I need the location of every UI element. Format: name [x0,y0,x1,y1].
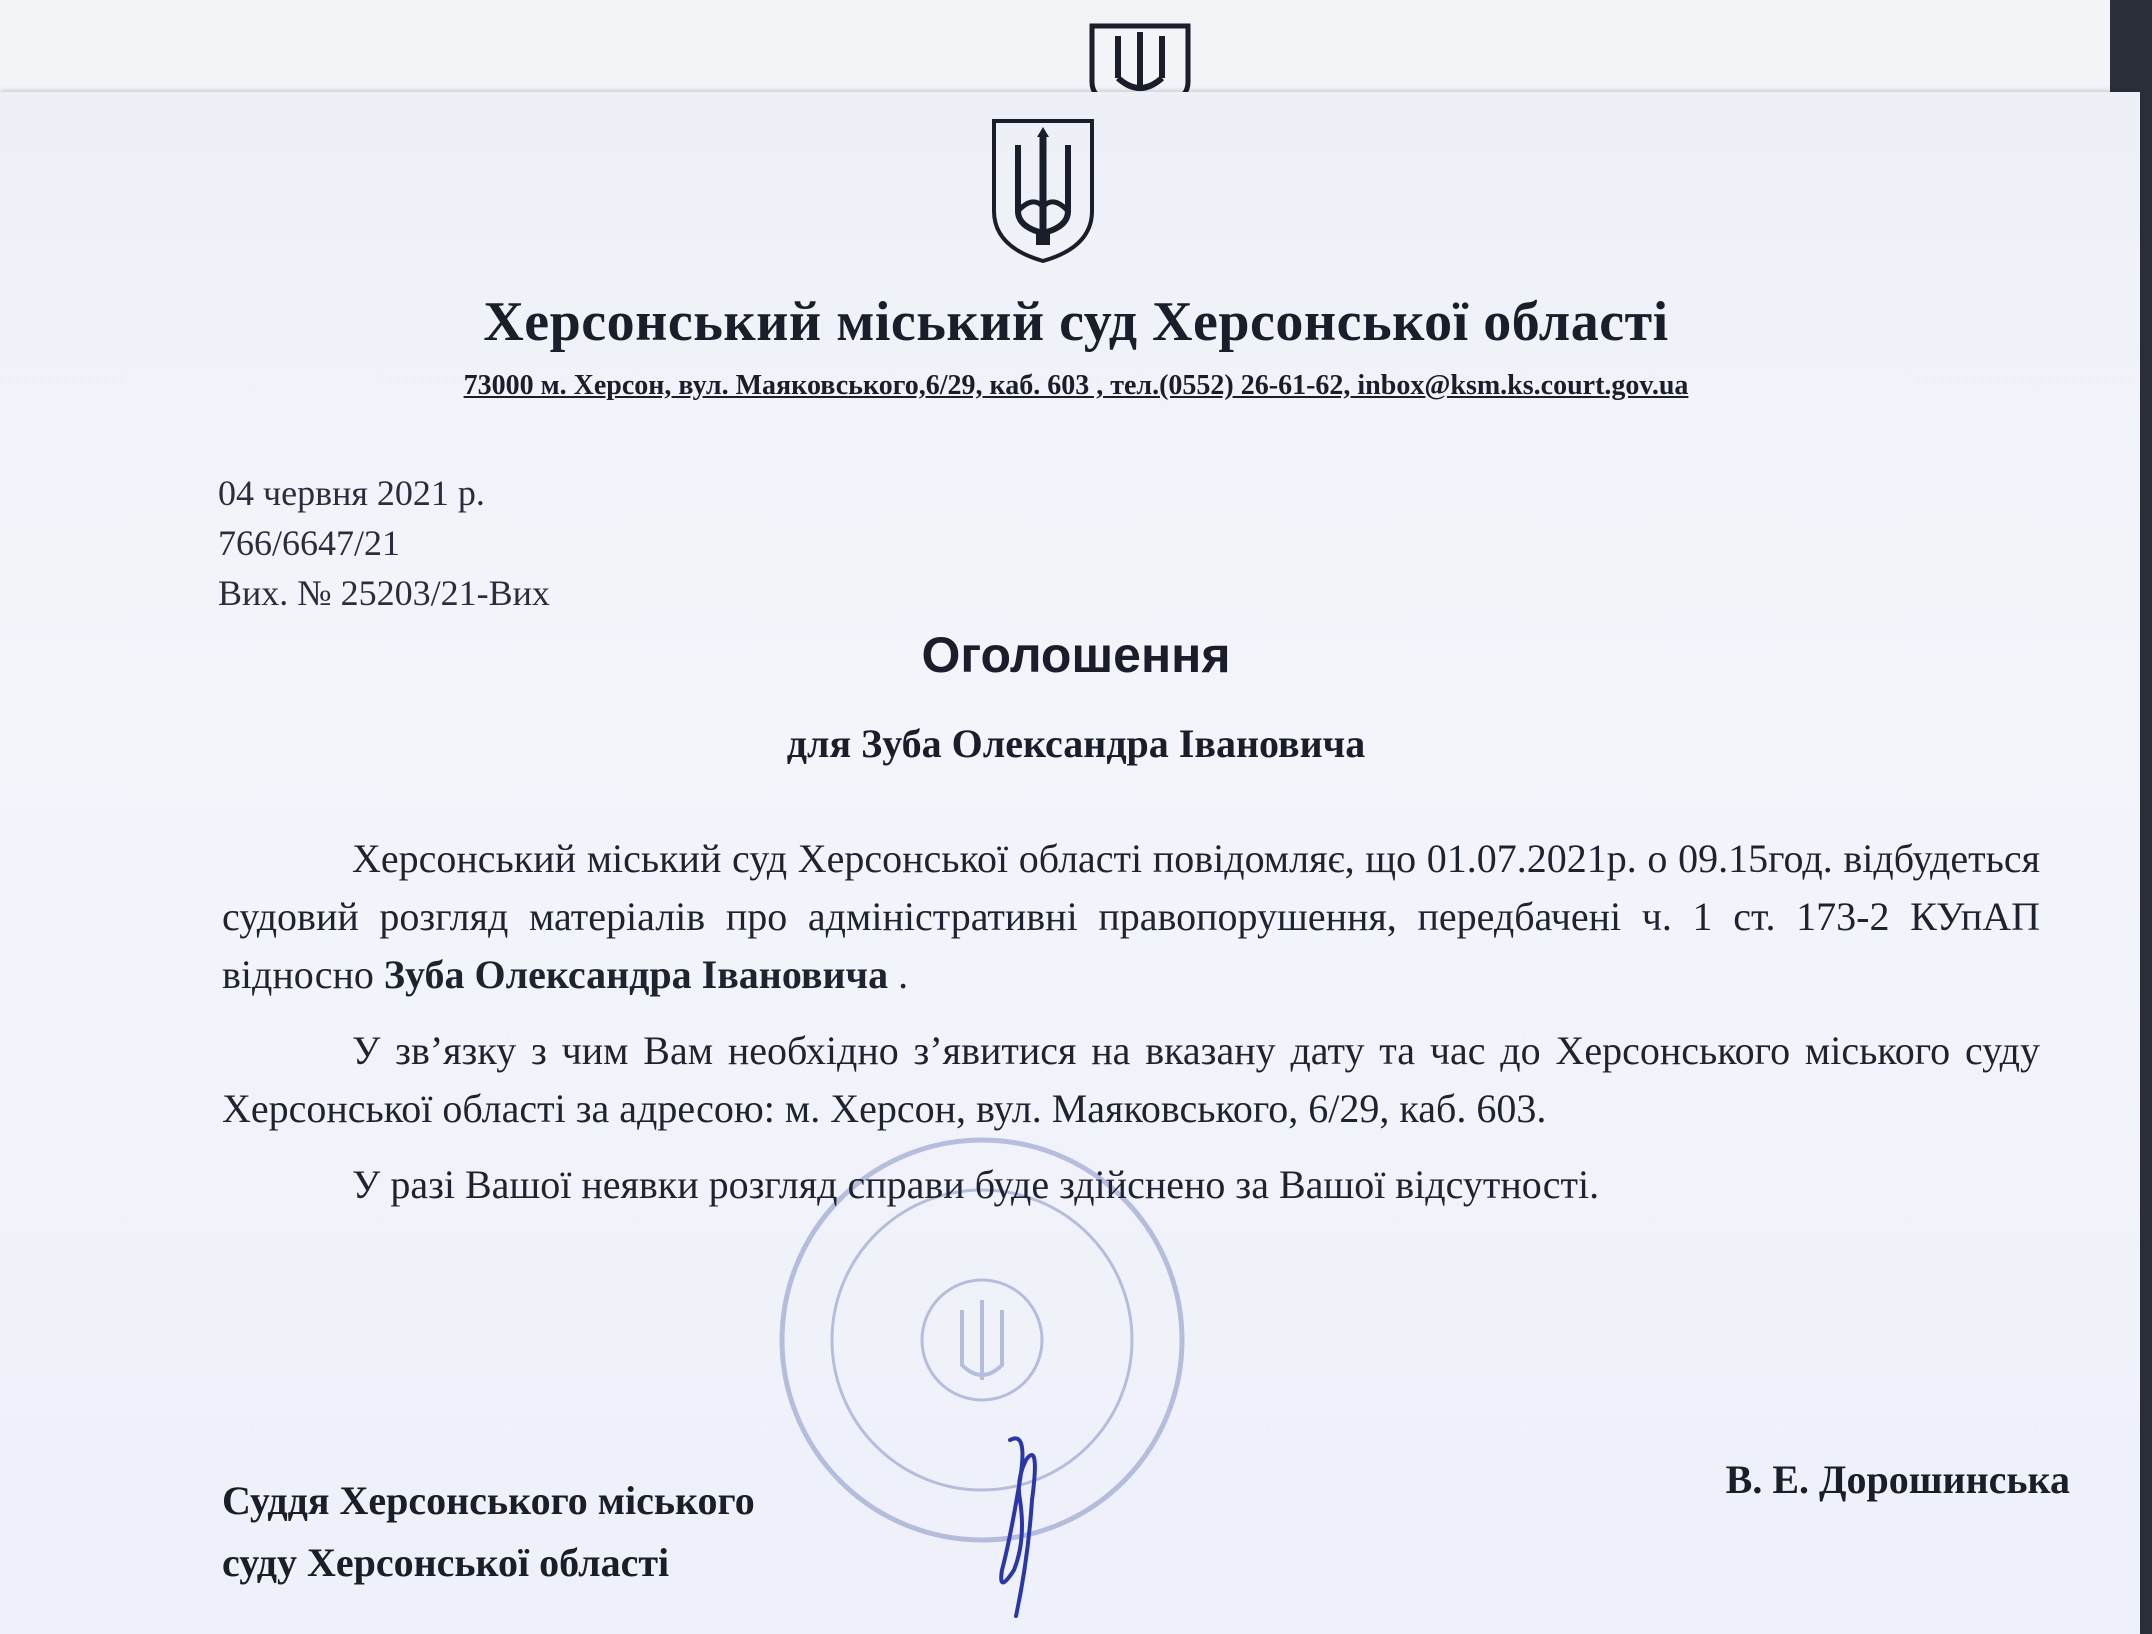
document-meta [218,468,550,618]
document-date: 04 червня 2021 р. [218,473,485,513]
case-number: 766/6647/21 [218,523,401,563]
paragraph-absence: У разі Вашої неявки розгляд справи буде здійснено за Вашої відсутності. [352,1162,1600,1207]
notice-body [222,830,2040,1232]
coat-of-arms-icon [988,115,1098,265]
judge-name: В. Е. Дорошинська [1725,1457,2070,1502]
paragraph-appearance: У зв’язку з чим Вам необхідно з’явитися на вказану дату та час до Херсонського міського суду Херсонської області за адресою: м. Херсон, вул. Маяковського, 6/29, каб. 603. [222,1028,2040,1131]
addressee: для Зуба Олександра Івановича [786,721,1366,766]
court-address: 73000 м. Херсон, вул. Маяковського,6/29, каб. 603 , тел.(0552) 26-61-62, inbox@ksm.ks.court.gov.ua [463,370,1689,401]
judge-position-line-2: суду Херсонської області [222,1540,670,1585]
handwritten-signature [980,1420,1050,1620]
hearing-text-end: . [888,952,909,997]
document-heading: Оголошення [921,627,1231,683]
court-name: Херсонський міський суд Херсонської області [483,291,1669,353]
outgoing-number: Вих. № 25203/21-Вих [218,573,550,613]
hearing-text: Херсонський міський суд Херсонської області повідомляє, що 01.07.2021р. о 09.15год. відбудеться судовий розгляд матеріалів про адміністративні правопорушення, передбачені ч. 1 ст. 173-2 КУпАП відносно [222,836,2040,997]
judge-position-line-1: Суддя Херсонського міського [222,1478,755,1523]
defendant-name: Зуба Олександра Івановича [383,952,889,997]
paragraph-hearing [222,830,2040,1004]
judge-position [222,1470,755,1594]
